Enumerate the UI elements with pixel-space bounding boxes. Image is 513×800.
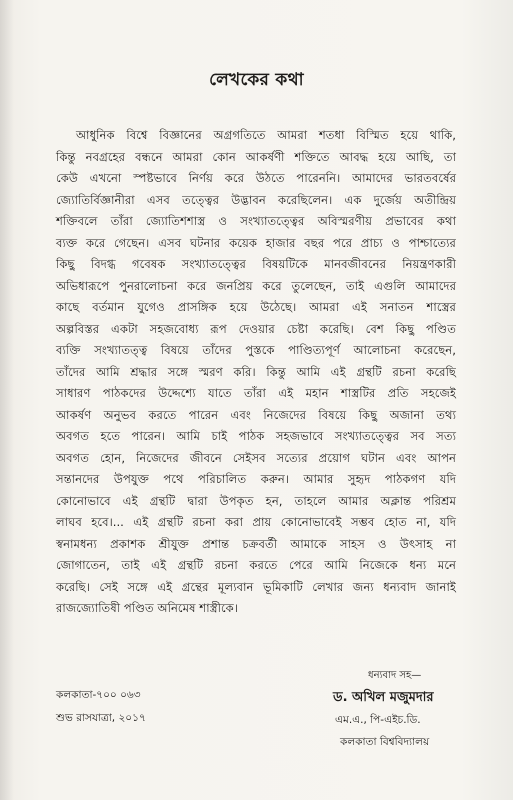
paragraph-line: ব্যক্ত করে গেছেন। এসব ঘটনার কয়েক হাজার বছর পরে প্রাচ্য ও পাশ্চাত্যের [56,235,456,250]
paragraph-line: সন্তানদের উপযুক্ত পথে পরিচালিত করুন। আমার সুহৃদ পাঠকগণ যদি [56,472,456,486]
paragraph-line: কাছে বর্তমান যুগেও প্রাসঙ্গিক হয়ে উঠেছে। আমরা এই সনাতন শাস্ত্রের [56,300,456,314]
paragraph-line: কেউ এখনো স্পষ্টভাবে নির্ণয় করে উঠতে পারেননি। আমাদের ভারতবর্ষের [56,171,456,185]
paragraph-line: স্বনামধন্য প্রকাশক শ্রীযুক্ত প্রশান্ত চক্রবর্তী আমাকে সাহস ও উৎসাহ না [56,536,456,551]
preface-body [56,125,456,620]
author-name: ড. অখিল মজুমদার [333,690,434,705]
paragraph-line: অবগত হোন, নিজেদের জীবনে সেইসব সত্যের প্রয়োগ ঘটান এবং আপন [56,450,456,465]
spine-shadow [0,0,14,800]
page-title: লেখকের কথা [209,70,304,90]
paragraph-line: সাধারণ পাঠকদের উদ্দেশ্যে যাতে তাঁরা এই মহান শাস্ত্রটির প্রতি সহজেই [56,386,456,400]
author-degree: এম.এ., পি-এইচ.ডি. [335,714,421,726]
paragraph-line: জ্যোতির্বিজ্ঞানীরা এসব তত্ত্বের উদ্ভাবন করেছিলেন। এক দুর্জেয় অতীন্দ্রিয় [56,192,456,207]
paragraph-line: শক্তিবলে তাঁরা জ্যোতিশশাস্ত্র ও সংখ্যাতত্ত্বের অবিস্মরণীয় প্রভাবের কথা [56,214,456,228]
paragraph-line: অল্পবিস্তর একটা সহজবোধ্য রূপ দেওয়ার চেষ্টা করেছি। বেশ কিছু পণ্ডিত [56,321,456,336]
paragraph-line: ব্যক্তি সংখ্যাতত্ত্ব বিষয়ে তাঁদের পুস্তকে পাণ্ডিত্যপূর্ণ আলোচনা করেছেন, [56,343,456,357]
paragraph-line: রাজজ্যোতিষী পণ্ডিত অনিমেষ শাস্ত্রীকে। [56,601,239,615]
author-university: কলকাতা বিশ্ববিদ্যালয় [340,736,430,748]
dateline-place: কলকাতা-৭০০ ০৬৩ [56,689,141,701]
paragraph-line: অবগত হতে পারেন। আমি চাই পাঠক সহজভাবে সংখ্যাতত্ত্বের সব সত্য [56,429,456,443]
paragraph-line: আকর্ষণ অনুভব করতে পারেন এবং নিজেদের বিষয়ে কিছু অজানা তথ্য [56,407,456,422]
paragraph-line: কিছু বিদগ্ধ গবেষক সংখ্যাতত্ত্বের বিষয়টিকে মানবজীবনের নিয়ন্ত্রণকারী [56,257,456,271]
dateline-date: শুভ রাসযাত্রা, ২০১৭ [56,712,146,724]
paragraph-line: করেছি। সেই সঙ্গে এই গ্রন্থের মূল্যবান ভূমিকাটি লেখার জন্য ধন্যবাদ জানাই [56,579,456,594]
paragraph-line: অভিধারূপে পুনরালোচনা করে জনপ্রিয় করে তুলেছেন, তাই এগুলি আমাদের [56,278,456,293]
paragraph-line: কিন্তু নবগ্রহের বন্ধনে আমরা কোন আকর্ষণী শক্তিতে আবদ্ধ হয়ে আছি, তা [56,149,456,164]
paragraph-line: জোগাতেন, তাই এই গ্রন্থটি রচনা করতে পেরে আমি নিজেকে ধন্য মনে [56,558,456,572]
paragraph-line: লাঘব হবে।... এই গ্রন্থটি রচনা করা প্রায় কোনোভাবেই সম্ভব হোত না, যদি [56,515,456,529]
closing-thanks: ধন্যবাদ সহ— [368,670,422,681]
paragraph-line: কোনোভাবে এই গ্রন্থটি দ্বারা উপকৃত হন, তাহলে আমার অক্লান্ত পরিশ্রম [56,493,456,508]
paragraph-line: আধুনিক বিশ্বে বিজ্ঞানের অগ্রগতিতে আমরা শতধা বিস্মিত হয়ে থাকি, [76,128,456,142]
paragraph-line: তাঁদের আমি শ্রদ্ধার সঙ্গে স্মরণ করি। কিন্তু আমি এই গ্রন্থটি রচনা করেছি [56,364,456,379]
